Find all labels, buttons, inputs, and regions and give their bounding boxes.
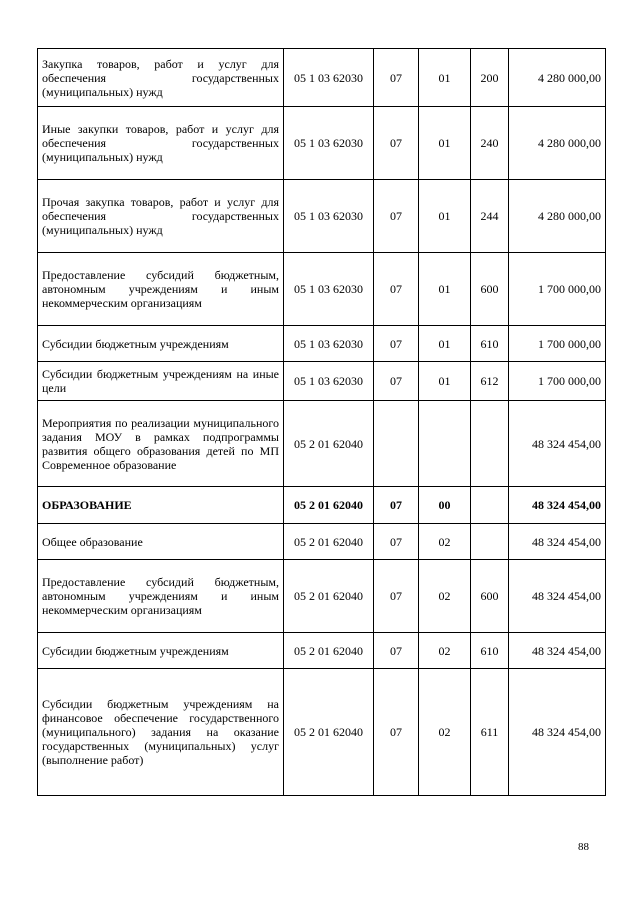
row-section: 07 bbox=[374, 362, 419, 401]
row-expense-type: 612 bbox=[471, 362, 509, 401]
table-row bbox=[38, 401, 606, 487]
row-section: 07 bbox=[374, 49, 419, 107]
row-name: Субсидии бюджетным учреждениям на иные цели bbox=[38, 362, 284, 401]
row-expense-type bbox=[471, 524, 509, 560]
row-subsection: 02 bbox=[419, 669, 471, 796]
row-expense-type: 600 bbox=[471, 253, 509, 326]
row-code: 05 1 03 62030 bbox=[284, 326, 374, 362]
row-expense-type: 610 bbox=[471, 633, 509, 669]
row-amount: 4 280 000,00 bbox=[509, 180, 606, 253]
row-amount: 48 324 454,00 bbox=[509, 487, 606, 524]
row-section: 07 bbox=[374, 560, 419, 633]
row-name: Иные закупки товаров, работ и услуг для обеспечения государственных (муниципальных) нужд bbox=[38, 107, 284, 180]
row-section: 07 bbox=[374, 487, 419, 524]
row-name: Субсидии бюджетным учреждениям bbox=[38, 633, 284, 669]
row-subsection: 01 bbox=[419, 180, 471, 253]
row-subsection bbox=[419, 401, 471, 487]
row-section: 07 bbox=[374, 107, 419, 180]
row-name: Закупка товаров, работ и услуг для обеспечения государственных (муниципальных) нужд bbox=[38, 49, 284, 107]
row-amount: 1 700 000,00 bbox=[509, 253, 606, 326]
row-subsection: 01 bbox=[419, 362, 471, 401]
row-subsection: 02 bbox=[419, 560, 471, 633]
row-code: 05 2 01 62040 bbox=[284, 560, 374, 633]
row-code: 05 2 01 62040 bbox=[284, 669, 374, 796]
row-expense-type: 611 bbox=[471, 669, 509, 796]
table-row bbox=[38, 253, 606, 326]
row-name: Прочая закупка товаров, работ и услуг для обеспечения государственных (муниципальных) нужд bbox=[38, 180, 284, 253]
row-expense-type: 610 bbox=[471, 326, 509, 362]
row-amount: 48 324 454,00 bbox=[509, 669, 606, 796]
table-row bbox=[38, 560, 606, 633]
row-amount: 48 324 454,00 bbox=[509, 401, 606, 487]
row-code: 05 1 03 62030 bbox=[284, 107, 374, 180]
row-name: Мероприятия по реализации муниципального задания МОУ в рамках подпрограммы развития общего образования детей по МП Современное образование bbox=[38, 401, 284, 487]
row-amount: 48 324 454,00 bbox=[509, 560, 606, 633]
row-subsection: 01 bbox=[419, 253, 471, 326]
row-code: 05 1 03 62030 bbox=[284, 253, 374, 326]
row-subsection: 01 bbox=[419, 49, 471, 107]
row-expense-type: 240 bbox=[471, 107, 509, 180]
row-name: Субсидии бюджетным учреждениям на финансовое обеспечение государственного (муниципального) задания на оказание государственных (муниципальных) услуг (выполнение работ) bbox=[38, 669, 284, 796]
table-row bbox=[38, 524, 606, 560]
row-expense-type bbox=[471, 401, 509, 487]
row-code: 05 2 01 62040 bbox=[284, 633, 374, 669]
row-section: 07 bbox=[374, 326, 419, 362]
row-subsection: 02 bbox=[419, 633, 471, 669]
row-expense-type: 200 bbox=[471, 49, 509, 107]
row-amount: 4 280 000,00 bbox=[509, 107, 606, 180]
row-name: Субсидии бюджетным учреждениям bbox=[38, 326, 284, 362]
row-section: 07 bbox=[374, 669, 419, 796]
table-row bbox=[38, 180, 606, 253]
table-row bbox=[38, 633, 606, 669]
table-row bbox=[38, 362, 606, 401]
row-subsection: 02 bbox=[419, 524, 471, 560]
table-row bbox=[38, 487, 606, 524]
row-amount: 48 324 454,00 bbox=[509, 633, 606, 669]
row-subsection: 01 bbox=[419, 107, 471, 180]
row-amount: 4 280 000,00 bbox=[509, 49, 606, 107]
table-row bbox=[38, 326, 606, 362]
row-section: 07 bbox=[374, 633, 419, 669]
row-section: 07 bbox=[374, 524, 419, 560]
row-expense-type: 244 bbox=[471, 180, 509, 253]
row-code: 05 2 01 62040 bbox=[284, 401, 374, 487]
row-name: Предоставление субсидий бюджетным, автономным учреждениям и иным некоммерческим организациям bbox=[38, 253, 284, 326]
row-section bbox=[374, 401, 419, 487]
row-subsection: 01 bbox=[419, 326, 471, 362]
budget-table bbox=[37, 48, 606, 796]
row-code: 05 2 01 62040 bbox=[284, 487, 374, 524]
row-section: 07 bbox=[374, 253, 419, 326]
row-amount: 1 700 000,00 bbox=[509, 326, 606, 362]
row-subsection: 00 bbox=[419, 487, 471, 524]
row-amount: 1 700 000,00 bbox=[509, 362, 606, 401]
row-expense-type bbox=[471, 487, 509, 524]
row-code: 05 1 03 62030 bbox=[284, 180, 374, 253]
row-expense-type: 600 bbox=[471, 560, 509, 633]
row-section: 07 bbox=[374, 180, 419, 253]
table-row bbox=[38, 107, 606, 180]
row-code: 05 1 03 62030 bbox=[284, 362, 374, 401]
table-row bbox=[38, 669, 606, 796]
row-name: Предоставление субсидий бюджетным, автономным учреждениям и иным некоммерческим организациям bbox=[38, 560, 284, 633]
row-amount: 48 324 454,00 bbox=[509, 524, 606, 560]
row-code: 05 1 03 62030 bbox=[284, 49, 374, 107]
row-name: Общее образование bbox=[38, 524, 284, 560]
row-name: ОБРАЗОВАНИЕ bbox=[38, 487, 284, 524]
table-row bbox=[38, 49, 606, 107]
page-number: 88 bbox=[578, 841, 589, 853]
row-code: 05 2 01 62040 bbox=[284, 524, 374, 560]
